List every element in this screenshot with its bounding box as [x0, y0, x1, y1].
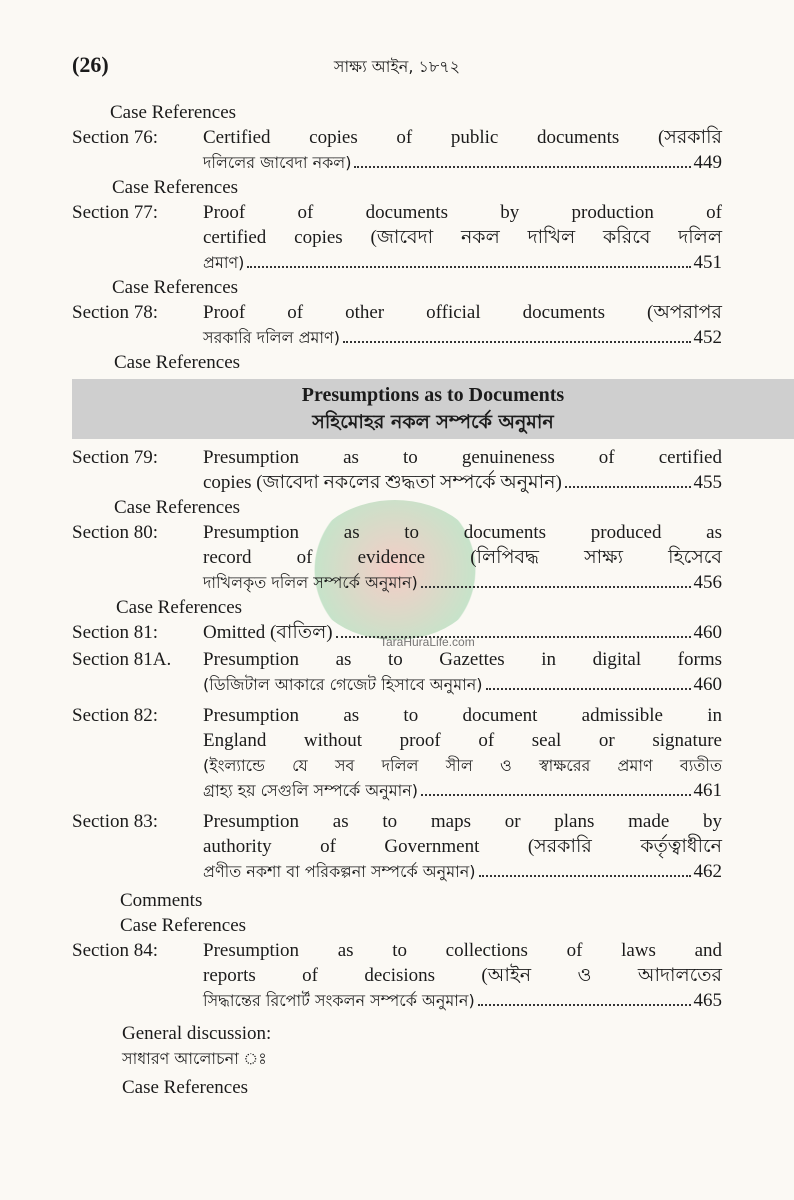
entry-title-bn: গ্রাহ্য হয় সেগুলি সম্পর্কে অনুমান): [203, 781, 419, 800]
page-ref: 449: [693, 152, 722, 173]
section-label: Section 77:: [72, 202, 159, 223]
toc-entry-section-82: [72, 703, 722, 803]
general-discussion-label: General discussion:: [122, 1023, 272, 1044]
case-references: Case References: [114, 497, 241, 518]
page-ref: 460: [693, 674, 722, 695]
entry-title: Proof of documents by production of: [203, 202, 722, 223]
section-label: Section 83:: [72, 811, 159, 832]
entry-title: authority of Government (সরকারি কর্তৃত্বাধীনে: [203, 836, 722, 857]
section-label: Section 84:: [72, 940, 159, 961]
entry-title-bn: সরকারি দলিল প্রমাণ): [203, 328, 340, 347]
section-label: Section 78:: [72, 302, 159, 323]
entry-title: Omitted (বাতিল): [203, 622, 333, 643]
entry-title-bn: প্রমাণ): [203, 253, 245, 272]
case-references: Case References: [110, 102, 237, 123]
banner-title: Presumptions as to Documents: [301, 384, 565, 406]
toc-entry-section-76: [72, 125, 722, 175]
entry-title-bn: দাখিলকৃত দলিল সম্পর্কে অনুমান): [203, 573, 418, 592]
section-label: Section 82:: [72, 705, 159, 726]
page-ref: 451: [693, 252, 722, 273]
entry-title: England without proof of seal or signature: [203, 730, 722, 751]
section-label: Section 80:: [72, 522, 159, 543]
page-ref: 456: [693, 572, 722, 593]
entry-title: certified copies (জাবেদা নকল দাখিল করিবে দলিল: [203, 227, 722, 248]
case-references: Case References: [112, 177, 239, 198]
comments-label: Comments: [120, 890, 203, 911]
entry-title: record of evidence (লিপিবদ্ধ সাক্ষ্য হিসেবে: [203, 547, 722, 568]
banner-subtitle: সহিমোহর নকল সম্পর্কে অনুমান: [312, 411, 554, 433]
section-label: Section 81:: [72, 622, 159, 643]
case-references: Case References: [122, 1077, 249, 1098]
entry-title-bn: সিদ্ধান্তের রিপোর্ট সংকলন সম্পর্কে অনুমান): [203, 991, 475, 1010]
toc-content: [72, 100, 722, 1100]
page-ref: 462: [693, 861, 722, 882]
entry-title: reports of decisions (আইন ও আদালতের: [203, 965, 722, 986]
page-ref: 465: [693, 990, 722, 1011]
section-banner: [72, 379, 794, 439]
entry-title: Certified copies of public documents (সরকারি: [203, 127, 722, 148]
toc-entry-section-78: [72, 300, 722, 350]
page-ref: 461: [693, 780, 722, 801]
entry-title: Presumption as to genuineness of certified: [203, 447, 722, 468]
toc-entry-section-81a: [72, 647, 722, 697]
toc-entry-section-79: [72, 445, 722, 495]
case-references: Case References: [114, 352, 241, 373]
page-ref: 460: [693, 622, 722, 643]
entry-title-bn: (ইংল্যান্ডে যে সব দলিল সীল ও স্বাক্ষরের প্রমাণ ব্যতীত: [203, 756, 722, 775]
page-ref: 455: [693, 472, 722, 493]
case-references: Case References: [120, 915, 247, 936]
entry-title: Presumption as to documents produced as: [203, 522, 722, 543]
toc-entry-section-83: [72, 809, 722, 884]
watermark-text: TaraHuraLife.com: [380, 635, 475, 649]
toc-entry-section-81: [72, 620, 722, 645]
section-label: Section 81A.: [72, 649, 172, 670]
general-discussion-label-bn: সাধারণ আলোচনা ঃ: [122, 1049, 267, 1068]
page-ref: 452: [693, 327, 722, 348]
case-references: Case References: [116, 597, 243, 618]
entry-title: Presumption as to document admissible in: [203, 705, 722, 726]
entry-title: Proof of other official documents (অপরাপর: [203, 302, 722, 323]
entry-title: Presumption as to maps or plans made by: [203, 811, 722, 832]
toc-entry-section-84: [72, 938, 722, 1013]
page-number: (26): [72, 52, 109, 77]
entry-title: copies (জাবেদা নকলের শুদ্ধতা সম্পর্কে অনুমান): [203, 472, 562, 493]
entry-title: Presumption as to collections of laws and: [203, 940, 722, 961]
page-header: [72, 52, 722, 82]
entry-title-bn: প্রণীত নকশা বা পরিকল্পনা সম্পর্কে অনুমান): [203, 862, 476, 881]
section-label: Section 79:: [72, 447, 159, 468]
toc-entry-section-80: [72, 520, 722, 595]
entry-title-bn: দলিলের জাবেদা নকল): [203, 153, 352, 172]
case-references: Case References: [112, 277, 239, 298]
entry-title-bn: (ডিজিটাল আকারে গেজেট হিসাবে অনুমান): [203, 675, 483, 694]
entry-title: Presumption as to Gazettes in digital forms: [203, 649, 722, 670]
toc-entry-section-77: [72, 200, 722, 275]
section-label: Section 76:: [72, 127, 159, 148]
running-title: সাক্ষ্য আইন, ১৮৭২: [333, 57, 461, 76]
